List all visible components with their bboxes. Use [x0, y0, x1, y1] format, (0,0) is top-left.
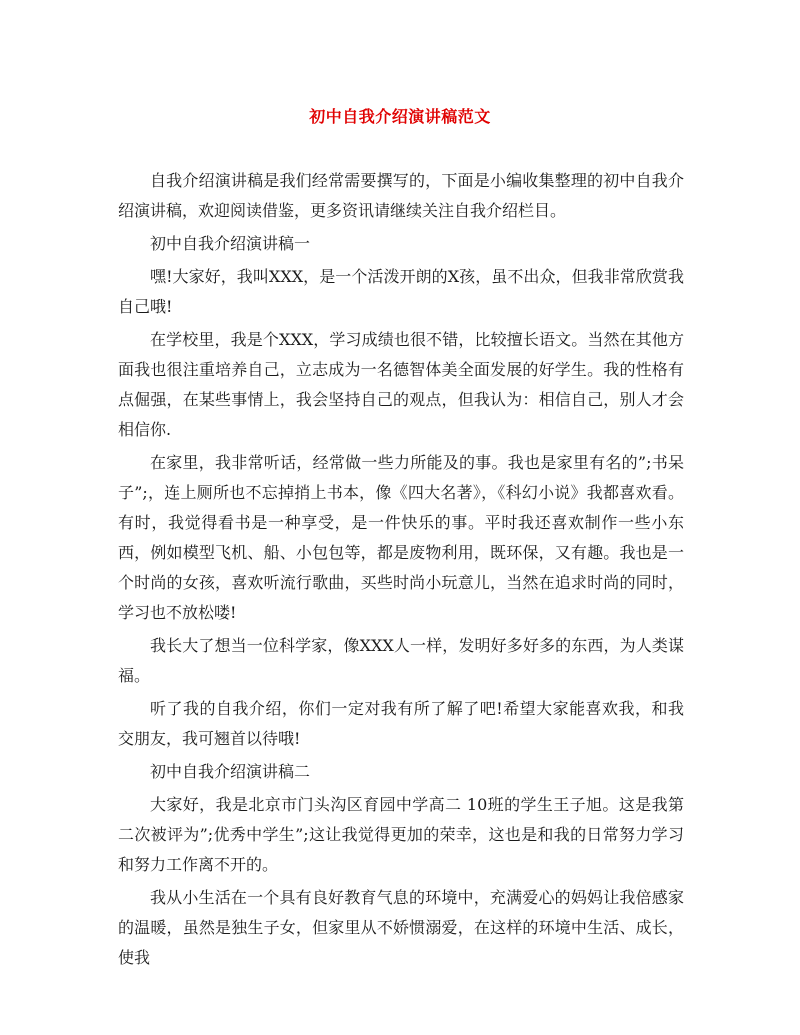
paragraph: 大家好，我是北京市门头沟区育园中学高二 10班的学生王子旭。这是我第二次被评为”;优秀中学生”;这让我觉得更加的荣幸，这也是和我的日常努力学习和努力工作离不开的。 — [118, 795, 684, 874]
paragraph: 我长大了想当一位科学家，像XXX人一样，发明好多好多的东西，为人类谋福。 — [118, 636, 684, 685]
section-heading-1: 初中自我介绍演讲稿一 — [150, 234, 311, 253]
paragraph: 在家里，我非常听话，经常做一些力所能及的事。我也是家里有名的”;书呆子”;，连上厕所也不忘掉捎上书本，像《四大名著》，《科幻小说》我都喜欢看。有时，我觉得看书是一种享受，是一件快乐的事。平时我还喜欢制作一些小东西，例如模型飞机、船、小包包等，都是废物利用，既环保，又有趣。我也是一个时尚的女孩，喜欢听流行歌曲，买些时尚小玩意儿，当然在追求时尚的同时，学习也不放松喽! — [118, 453, 684, 622]
section-heading-2: 初中自我介绍演讲稿二 — [150, 762, 311, 781]
paragraph: 在学校里，我是个XXX，学习成绩也很不错，比较擅长语文。当然在其他方面我也很注重培养自己，立志成为一名德智体美全面发展的好学生。我的性格有点倔强，在某些事情上，我会坚持自己的观点，但我认为：相信自己，别人才会相信你. — [118, 330, 684, 439]
paragraph: 听了我的自我介绍，你们一定对我有所了解了吧!希望大家能喜欢我，和我交朋友，我可翘首以待哦! — [118, 699, 684, 748]
paragraph-intro: 自我介绍演讲稿是我们经常需要撰写的，下面是小编收集整理的初中自我介绍演讲稿，欢迎阅读借鉴，更多资讯请继续关注自我介绍栏目。 — [118, 171, 684, 220]
document-body — [118, 166, 684, 976]
document-title: 初中自我介绍演讲稿范文 — [309, 107, 491, 126]
paragraph: 嘿!大家好，我叫XXX，是一个活泼开朗的X孩，虽不出众，但我非常欣赏我自己哦! — [118, 267, 684, 316]
paragraph: 我从小生活在一个具有良好教育气息的环境中，充满爱心的妈妈让我倍感家的温暖，虽然是独生子女，但家里从不娇惯溺爱，在这样的环境中生活、成长，使我 — [118, 888, 684, 967]
